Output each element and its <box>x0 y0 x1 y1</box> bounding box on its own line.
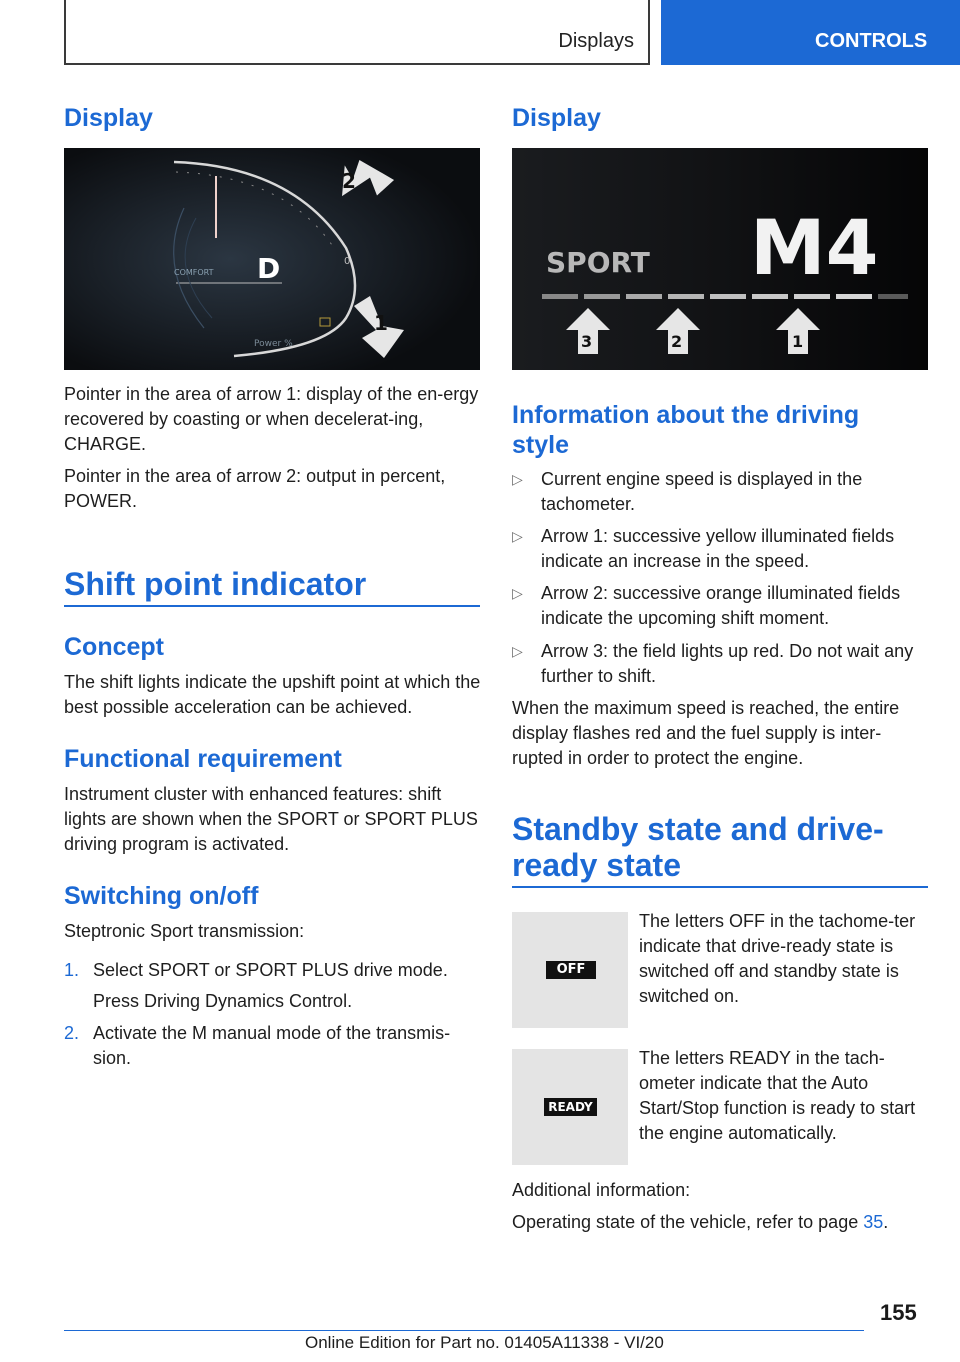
operating-state-prefix: Operating state of the vehicle, refer to page <box>512 1212 864 1232</box>
operating-state-text <box>512 1210 932 1235</box>
arrow-1-number: 1 <box>374 311 388 335</box>
bullet-text: Arrow 1: successive yellow illuminated fields indicate an increase in the speed. <box>541 526 895 571</box>
power-label: Power % <box>254 339 293 349</box>
step-subtext: Press Driving Dynamics Control. <box>93 991 353 1011</box>
off-badge: OFF <box>546 961 596 979</box>
triangle-bullet-icon: ▷ <box>512 643 523 659</box>
arrow-2-number: 2 <box>671 332 683 351</box>
section-rule <box>512 886 928 888</box>
pointer-arrow-1-text: Pointer in the area of arrow 1: display of the en‐ergy recovered by coasting or when decelerat‐ing, CHARGE. <box>64 384 479 454</box>
additional-info-label: Additional information: <box>512 1180 691 1200</box>
arrow-3-number: 3 <box>581 332 593 351</box>
shift-point-heading: Shift point indicator <box>64 566 367 602</box>
step-number: 1. <box>64 960 80 980</box>
edition-text: Online Edition for Part no. 01405A11338 - VI/20 <box>305 1333 664 1352</box>
off-text: The letters OFF in the tachome‐ter indicate that drive-ready state is switched off and standby state is switched on. <box>639 911 916 1006</box>
instrument-cluster-illustration <box>64 148 480 370</box>
step-2 <box>64 1021 484 1071</box>
bullet-text: Current engine speed is displayed in the tachometer. <box>541 469 863 514</box>
page-number: 155 <box>880 1300 917 1325</box>
instrument-cluster-image <box>64 148 480 370</box>
off-indicator-image <box>512 912 628 1028</box>
step-number: 2. <box>64 1023 80 1043</box>
operating-state-end: . <box>883 1212 889 1232</box>
step-1 <box>64 958 484 1018</box>
switching-intro: Steptronic Sport transmission: <box>64 921 305 941</box>
step-text: Select SPORT or SPORT PLUS drive mode. <box>93 960 448 980</box>
header-chapter-tab <box>661 0 960 65</box>
list-item <box>512 524 932 574</box>
switching-heading: Switching on/off <box>64 882 259 910</box>
ready-indicator-image <box>512 1049 628 1165</box>
header-section-box <box>64 0 650 65</box>
triangle-bullet-icon: ▷ <box>512 471 523 487</box>
display-heading-left: Display <box>64 104 153 132</box>
bullet-text: Arrow 2: successive orange illuminated fields indicate the upcoming shift moment. <box>541 583 901 628</box>
gear-label: D <box>257 252 281 285</box>
triangle-bullet-icon: ▷ <box>512 528 523 544</box>
driving-style-heading: Information about the driving style <box>512 401 860 459</box>
zero-label: 0 <box>344 256 351 267</box>
step-text: Activate the M manual mode of the transmis‐sion. <box>93 1023 451 1068</box>
list-item <box>512 581 932 631</box>
ready-badge: READY <box>544 1098 597 1116</box>
list-item <box>512 467 932 517</box>
header-section-title: Displays <box>558 30 634 52</box>
header-chapter-title: CONTROLS <box>815 30 928 52</box>
sport-label: SPORT <box>546 246 650 279</box>
max-speed-text: When the maximum speed is reached, the entire display flashes red and the fuel supply is inter‐rupted in order to protect the engine. <box>512 698 900 768</box>
section-rule <box>64 605 480 607</box>
ready-text: The letters READY in the tach‐ometer indicate that the Auto Start/Stop function is ready to start the engine automatically. <box>639 1048 916 1143</box>
concept-text: The shift lights indicate the upshift point at which the best possible acceleration can be achieved. <box>64 672 481 717</box>
model-label: M4 <box>750 203 879 292</box>
sport-display-illustration <box>512 148 928 370</box>
bullet-text: Arrow 3: the field lights up red. Do not wait any further to shift. <box>541 641 914 686</box>
concept-heading: Concept <box>64 633 164 661</box>
display-heading-right: Display <box>512 104 601 132</box>
arrow-2-number: 2 <box>342 169 356 193</box>
arrow-1-number: 1 <box>792 332 804 351</box>
pointer-arrow-2-text: Pointer in the area of arrow 2: output in percent, POWER. <box>64 466 446 511</box>
standby-heading: Standby state and drive‐ready state <box>512 811 884 883</box>
shift-light-segments <box>542 294 908 299</box>
page-35-link[interactable]: 35 <box>863 1212 884 1232</box>
triangle-bullet-icon: ▷ <box>512 585 523 601</box>
sport-display-image <box>512 148 928 370</box>
footer-rule <box>64 1330 864 1331</box>
functional-requirement-text: Instrument cluster with enhanced features: shift lights are shown when the SPORT or SPORT PLUS driving program is activated. <box>64 784 478 854</box>
list-item <box>512 639 932 689</box>
functional-requirement-heading: Functional requirement <box>64 745 342 773</box>
comfort-label: COMFORT <box>174 268 214 277</box>
